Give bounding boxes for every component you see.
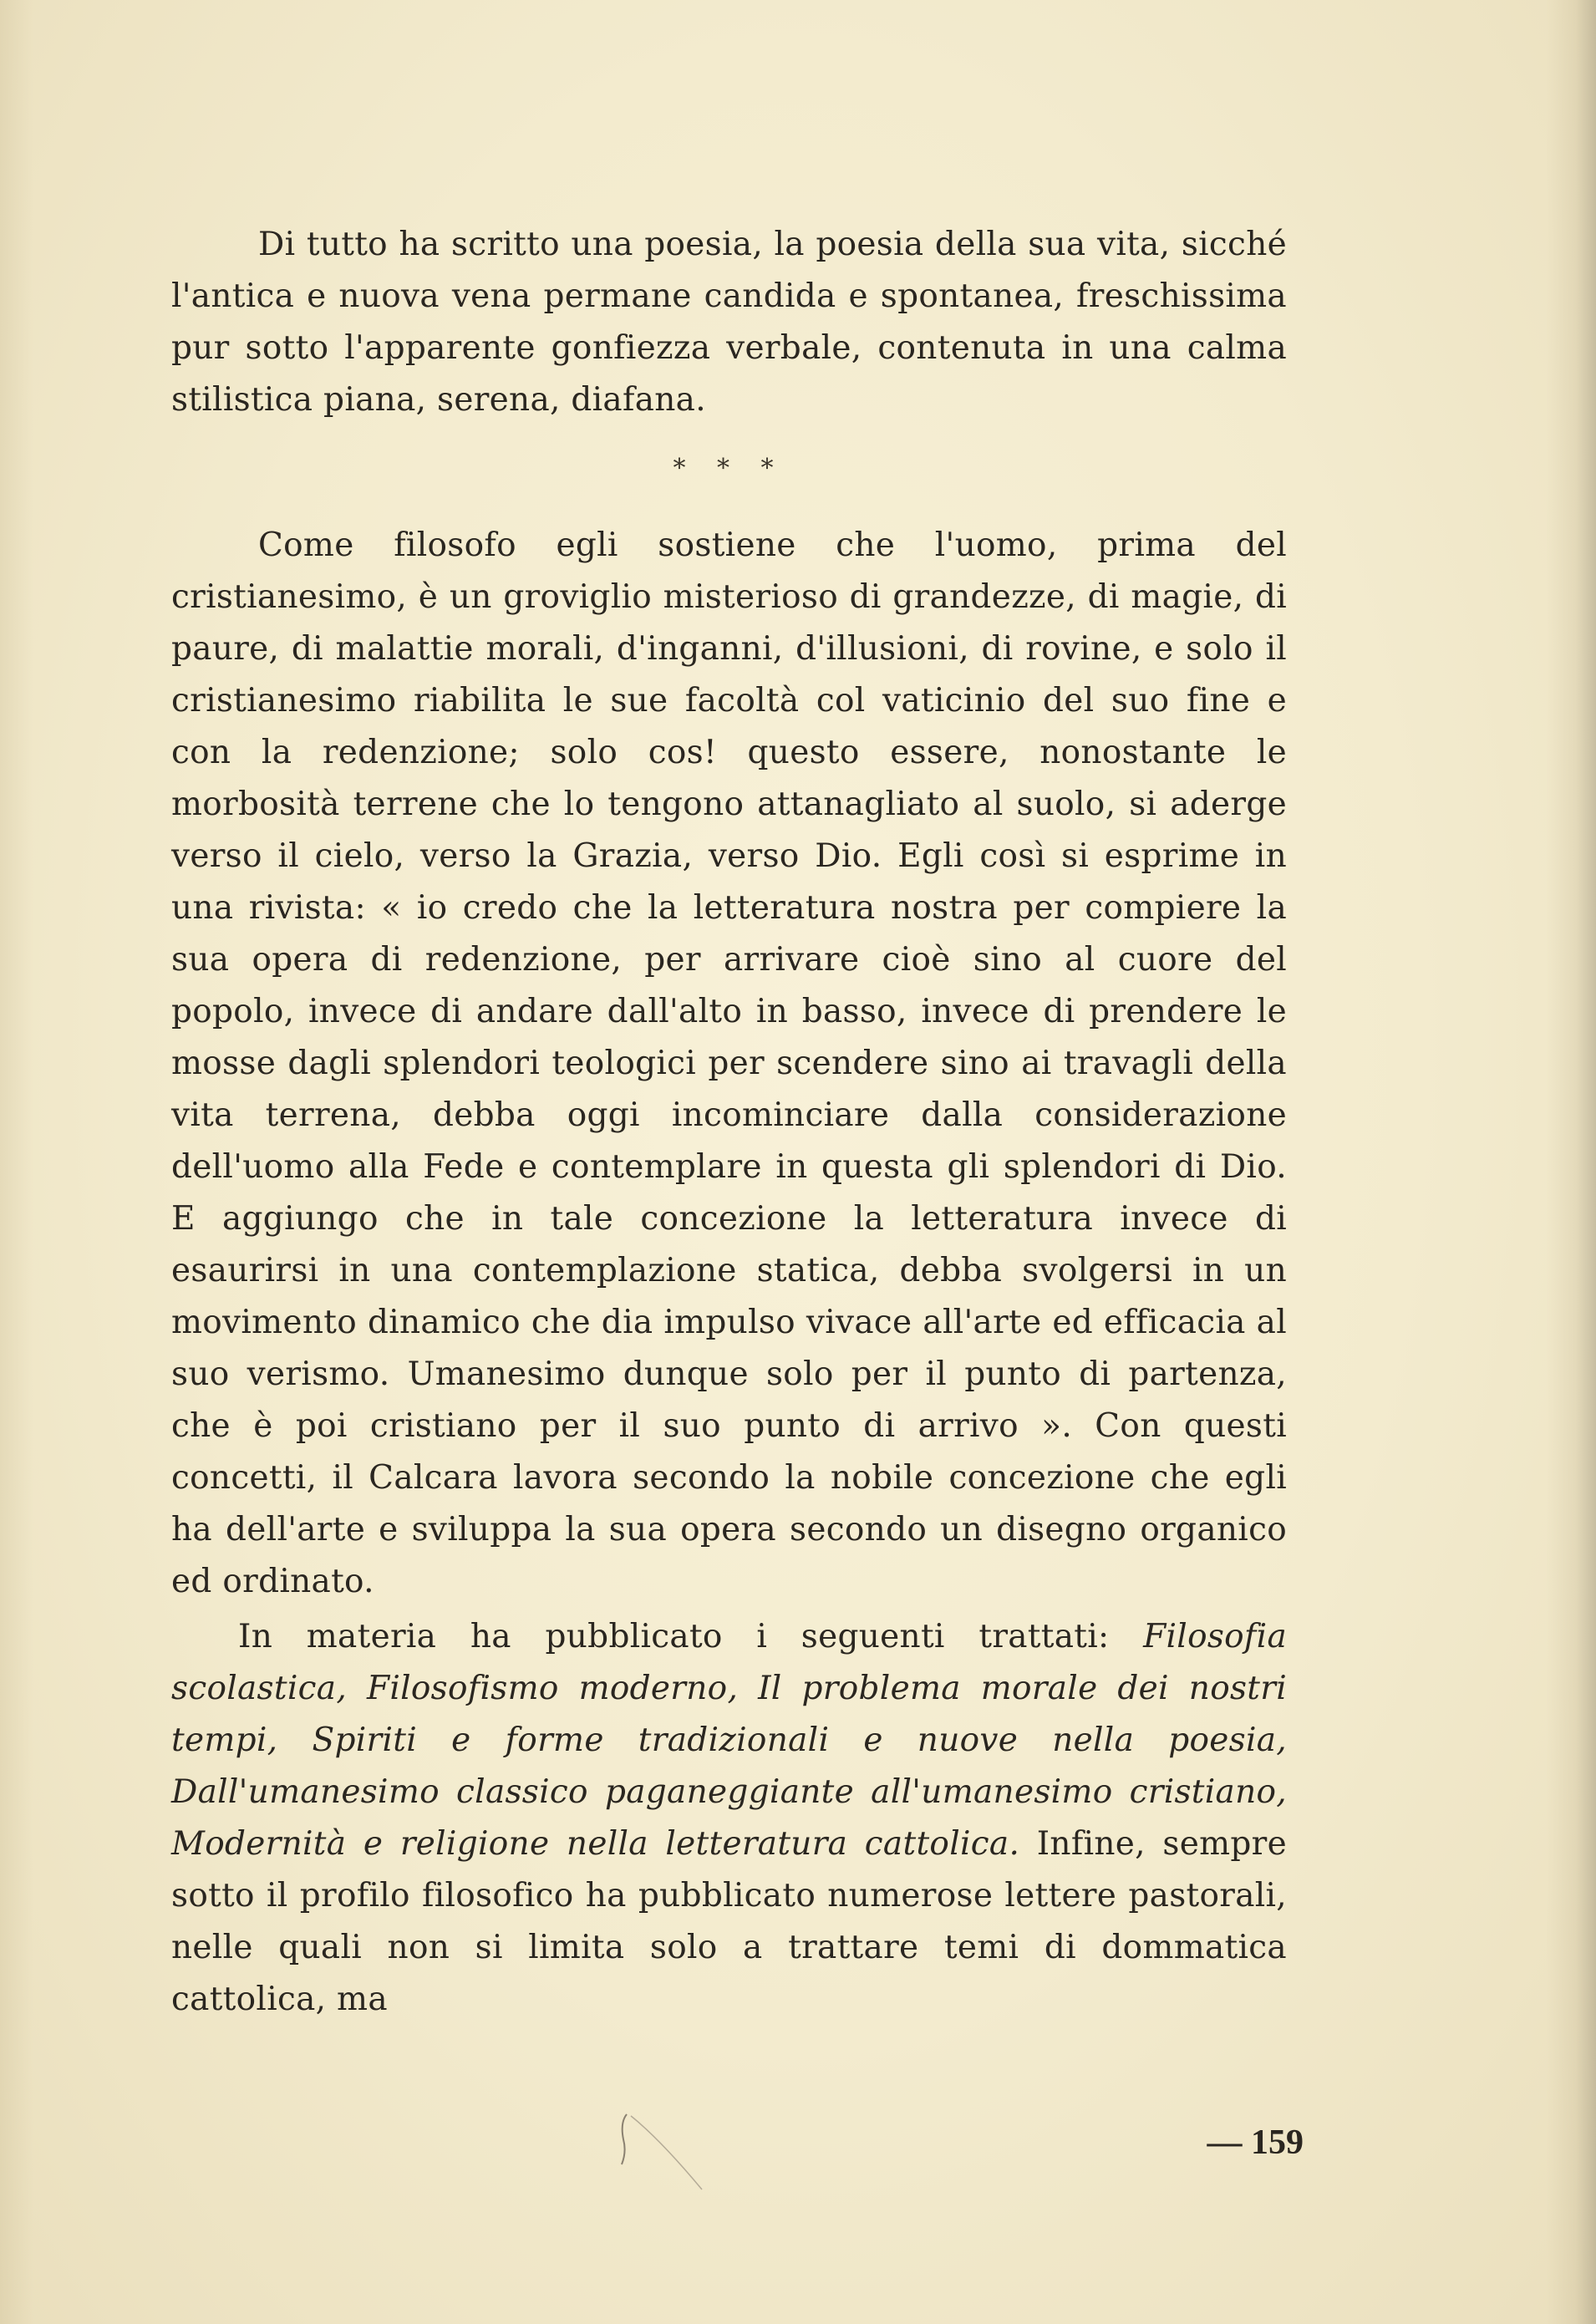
- pencil-mark-icon: [610, 2106, 777, 2198]
- paragraph-3-titles: Filosofia scolastica, Filosofismo moderno, Il problema morale dei nostri tempi, Spiriti e forme tradizionali e nuove nella poesia, Dall'umanesimo classico paganeggiante all'umanesimo cristiano, Modernità e religione nella letteratura cattolica.: [171, 1618, 1287, 1863]
- paragraph-3-rest: Infine, sempre sotto il profilo filosofico ha pubblicato numerose lettere pastorali, nelle quali non si limita solo a trattare temi di dommatica cattolica, ma: [171, 1825, 1287, 2018]
- paragraph-2: Come filosofo egli sostiene che l'uomo, prima del cristianesimo, è un groviglio misterioso di grandezze, di magie, di paure, di malattie morali, d'inganni, d'illusioni, di rovine, e solo il cristianesimo riabilita le sue facoltà col vaticinio del suo fine e con la redenzione; solo cos! questo essere, nonostante le morbosità terrene che lo tengono attanagliato al suolo, si aderge verso il cielo, verso la Grazia, verso Dio. Egli così si esprime in una rivista: « io credo che la letteratura nostra per compiere la sua opera di redenzione, per arrivare cioè sino al cuore del popolo, invece di andare dall'alto in basso, invece di prendere le mosse dagli splendori teologici per scendere sino ai travagli della vita terrena, debba oggi incominciare dalla considerazione dell'uomo alla Fede e contemplare in questa gli splendori di Dio. E aggiungo che in tale concezione la letteratura invece di esaurirsi in una contemplazione statica, debba svolgersi in un movimento dinamico che dia impulso vivace all'arte ed efficacia al suo verismo. Umanesimo dunque solo per il punto di partenza, che è poi cristiano per il suo punto di arrivo ». Con questi concetti, il Calcara lavora secondo la nobile concezione che egli ha dell'arte e sviluppa la sua opera secondo un disegno organico ed ordinato.: [171, 526, 1287, 1600]
- section-separator: * * *: [673, 454, 785, 483]
- paragraph-3-intro: In materia ha pubblicato i seguenti trattati:: [238, 1618, 1144, 1655]
- paragraph-1: Di tutto ha scritto una poesia, la poesia della sua vita, sicché l'antica e nuova vena permane candida e spontanea, freschissima pur sotto l'apparente gonfiezza verbale, contenuta in una calma stilistica piana, serena, diafana.: [171, 226, 1287, 419]
- page-left-edge: [0, 0, 33, 2324]
- body-text: [171, 219, 1287, 2026]
- page-right-edge: [1546, 0, 1596, 2324]
- paragraph-3: [171, 1611, 1287, 2026]
- page-number: — 159: [1207, 2123, 1304, 2162]
